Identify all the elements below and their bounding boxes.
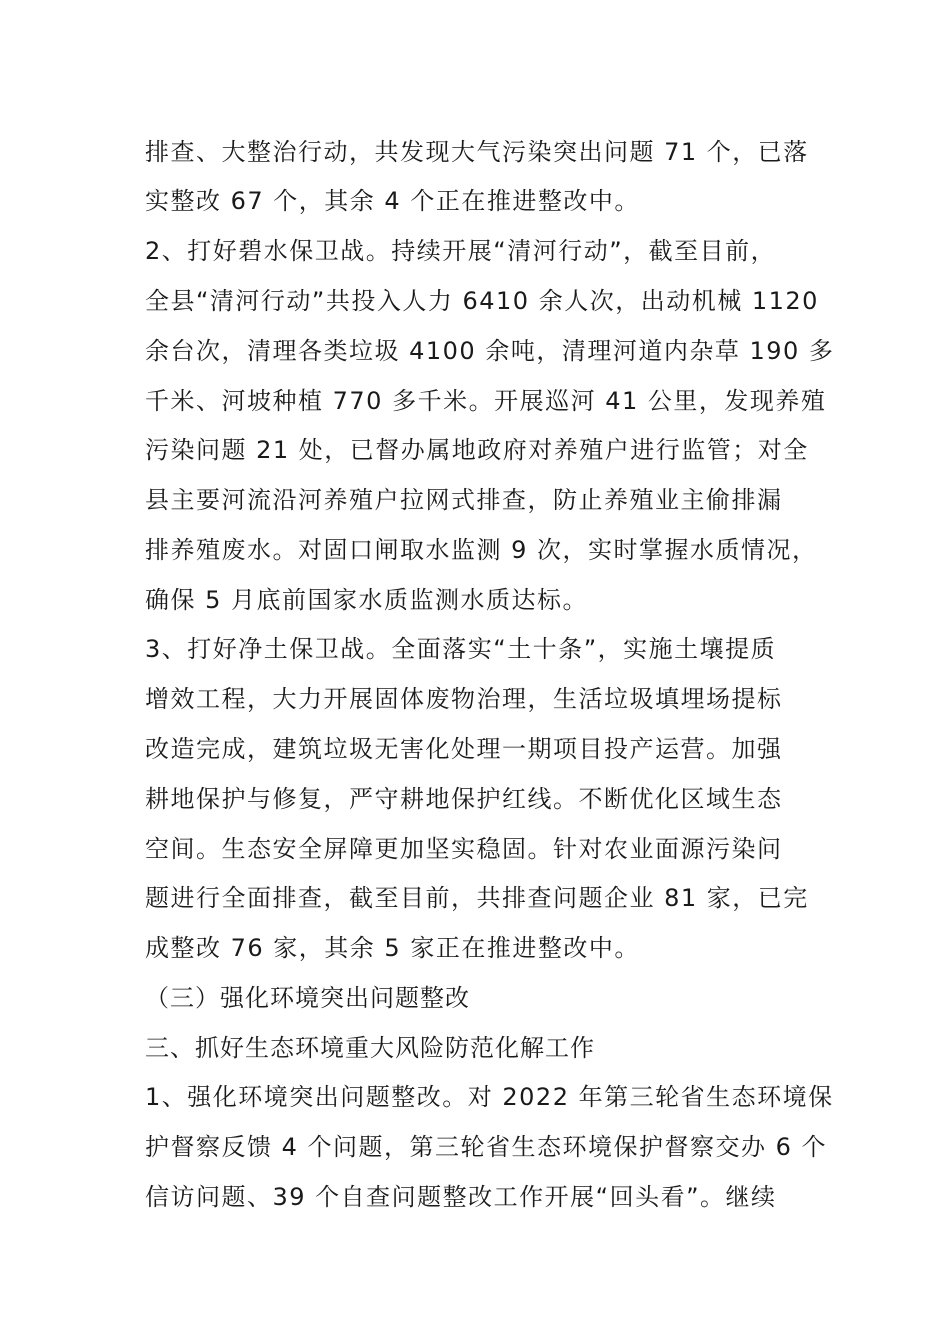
text-line-14: 耕地保护与修复，严守耕地保护红线。不断优化区域生态 [145, 785, 783, 813]
chapter-heading: 三、抓好生态环境重大风险防范化解工作 [145, 1034, 595, 1062]
text-line-1: 排查、大整治行动，共发现大气污染突出问题 71 个，已落 [145, 138, 809, 166]
text-line-8: 县主要河流沿河养殖户拉网式排查，防止养殖业主偷排漏 [145, 486, 783, 514]
text-line-15: 空间。生态安全屏障更加坚实稳固。针对农业面源污染问 [145, 835, 783, 863]
text-line-11: 3、打好净土保卫战。全面落实“土十条”，实施土壤提质 [145, 635, 777, 663]
text-line-6: 千米、河坡种植 770 多千米。开展巡河 41 公里，发现养殖 [145, 387, 827, 415]
section-heading: （三）强化环境突出问题整改 [145, 984, 470, 1012]
text-line-10: 确保 5 月底前国家水质监测水质达标。 [145, 586, 589, 614]
text-line-16: 题进行全面排查，截至目前，共排查问题企业 81 家，已完 [145, 884, 809, 912]
text-line-13: 改造完成，建筑垃圾无害化处理一期项目投产运营。加强 [145, 735, 783, 763]
text-line-17: 成整改 76 家，其余 5 家正在推进整改中。 [145, 934, 640, 962]
text-line-9: 排养殖废水。对固口闸取水监测 9 次，实时掌握水质情况， [145, 536, 818, 564]
text-line-22: 信访问题、39 个自查问题整改工作开展“回头看”。继续 [145, 1183, 777, 1211]
text-line-2: 实整改 67 个，其余 4 个正在推进整改中。 [145, 187, 640, 215]
text-line-3: 2、打好碧水保卫战。持续开展“清河行动”，截至目前， [145, 237, 777, 265]
text-line-21: 护督察反馈 4 个问题，第三轮省生态环境保护督察交办 6 个 [145, 1133, 828, 1161]
text-line-7: 污染问题 21 处，已督办属地政府对养殖户进行监管；对全 [145, 436, 809, 464]
text-line-20: 1、强化环境突出问题整改。对 2022 年第三轮省生态环境保 [145, 1083, 834, 1111]
text-line-4: 全县“清河行动”共投入人力 6410 余人次，出动机械 1120 [145, 287, 819, 315]
text-line-12: 增效工程，大力开展固体废物治理，生活垃圾填埋场提标 [145, 685, 783, 713]
text-line-5: 余台次，清理各类垃圾 4100 余吨，清理河道内杂草 190 多 [145, 337, 835, 365]
